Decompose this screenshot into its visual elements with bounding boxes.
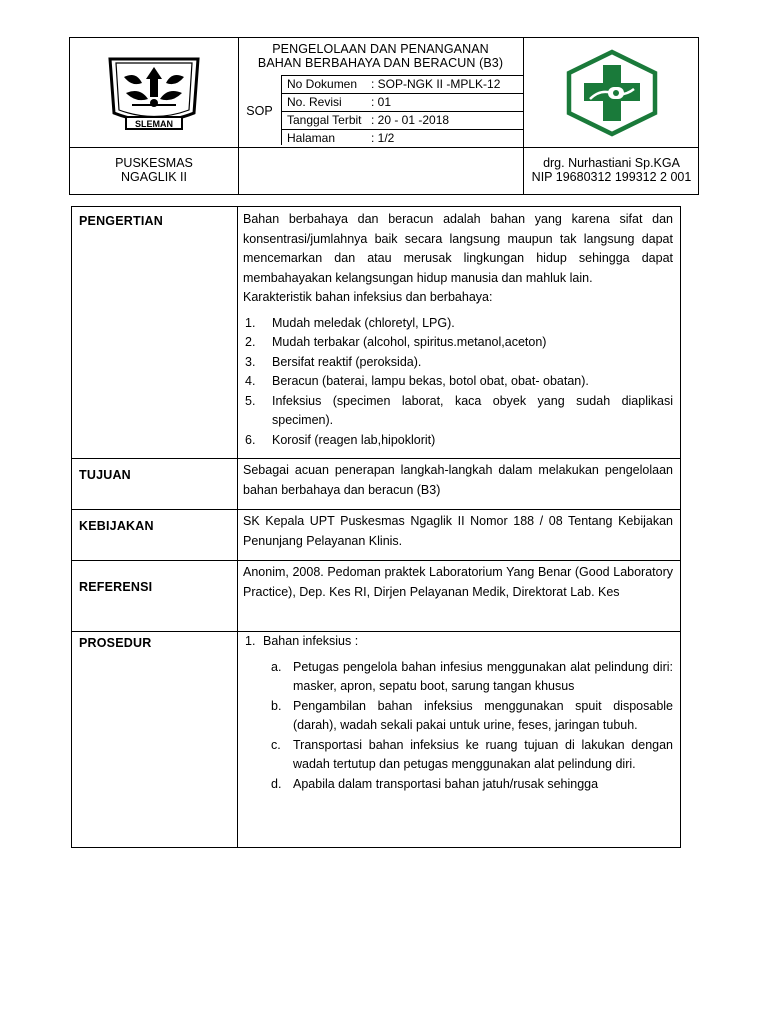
procedure-step: a. Petugas pengelola bahan infesius menggunakan alat pelindung diri: masker, apron, sepatu boot, sarung tangan khusus [271,659,673,693]
definition-paragraph: Bahan berbahaya dan beracun adalah bahan yang karena sifat dan konsentrasi/jumlahnya baik secara langsung maupun tak langsung dapat mencemarkan dan atau merusak lingkungan hidup sehingga dapat membahayakan kelangsungan hidup manusia dan mahluk lain. [243,212,673,285]
section-content-referensi: Anonim, 2008. Pedoman praktek Laboratorium Yang Benar (Good Laboratory Practice), Dep. Kes RI, Dirjen Pelayanan Medik, Direktorat Lab. Kes [243,565,673,599]
list-item: 6. Korosif (reagen lab,hipoklorit) [245,432,436,447]
procedure-heading: 1. Bahan infeksius : [245,634,359,648]
section-content-pengertian [243,210,673,450]
list-item: 4. Beracun (baterai, lampu bekas, botol obat, obat- obatan). [245,374,589,388]
info-key: Tanggal Terbit [287,113,362,127]
info-row-no-dokumen [281,75,523,93]
info-value: : SOP-NGK II -MPLK-12 [371,77,501,91]
row-divider [72,560,680,561]
procedure-step: b. Pengambilan bahan infeksius menggunakan spuit disposable (darah), wadah sekali pakai untuk urine, feses, jaringan tubuh. [271,698,673,732]
document-header-table [69,37,699,195]
section-content-kebijakan: SK Kepala UPT Puskesmas Ngaglik II Nomor 188 / 08 Tentang Kebijakan Penunjang Pelayanan Klinis. [243,514,673,548]
section-label-kebijakan: KEBIJAKAN [79,519,154,533]
characteristics-list [243,314,673,451]
info-row-halaman [281,129,523,147]
info-row-no-revisi [281,93,523,111]
column-divider [237,207,238,847]
signer-block [523,156,700,184]
document-title [238,42,523,70]
puskesmas-cross-logo-icon [523,38,700,147]
title-line: BAHAN BERBAHAYA DAN BERACUN (B3) [257,56,504,70]
section-content-tujuan: Sebagai acuan penerapan langkah-langkah dalam melakukan pengelolaan bahan berbahaya dan beracun (B3) [243,463,673,497]
sop-label: SOP [246,104,273,118]
row-divider [72,509,680,510]
list-item: 1. Mudah meledak (chloretyl, LPG). [245,315,455,330]
characteristics-intro: Karakteristik bahan infeksius dan berbahaya: [243,290,493,304]
info-value: : 01 [371,95,392,109]
info-value: : 1/2 [371,131,395,145]
header-divider [70,147,698,148]
sop-content-table [71,206,681,848]
section-label-pengertian: PENGERTIAN [79,214,163,228]
list-item: 5. Infeksius (specimen laborat, kaca obyek yang sudah diaplikasi specimen). [245,393,673,427]
list-item: 3. Bersifat reaktif (peroksida). [245,354,422,369]
signer-name: drg. Nurhastiani Sp.KGA [543,156,680,170]
procedure-step: d. Apabila dalam transportasi bahan jatuh/rusak sehingga [271,776,599,791]
info-value: : 20 - 01 -2018 [371,113,450,127]
section-label-tujuan: TUJUAN [79,468,131,482]
section-content-prosedur [243,632,673,794]
info-key: No Dokumen [287,77,358,91]
svg-text:SLEMAN: SLEMAN [135,118,173,129]
info-key: Halaman [287,131,336,145]
org-line: PUSKESMAS [115,156,193,170]
procedure-steps-list [243,658,673,795]
section-label-referensi: REFERENSI [79,580,153,594]
list-item: 2. Mudah terbakar (alcohol, spiritus.metanol,aceton) [245,335,547,349]
organization-name [70,156,238,184]
procedure-step: c. Transportasi bahan infeksius ke ruang tujuan di lakukan dengan wadah tertutup dan petugas menggunakan alat pelindung diri. [271,737,673,771]
info-row-tanggal-terbit [281,111,523,129]
sleman-emblem-logo [70,38,238,147]
title-line: PENGELOLAAN DAN PENANGANAN [272,42,489,56]
section-label-prosedur: PROSEDUR [79,636,152,650]
signer-nip: NIP 19680312 199312 2 001 [531,170,692,184]
info-key: No. Revisi [287,95,342,109]
row-divider [72,458,680,459]
org-line: NGAGLIK II [121,170,187,184]
